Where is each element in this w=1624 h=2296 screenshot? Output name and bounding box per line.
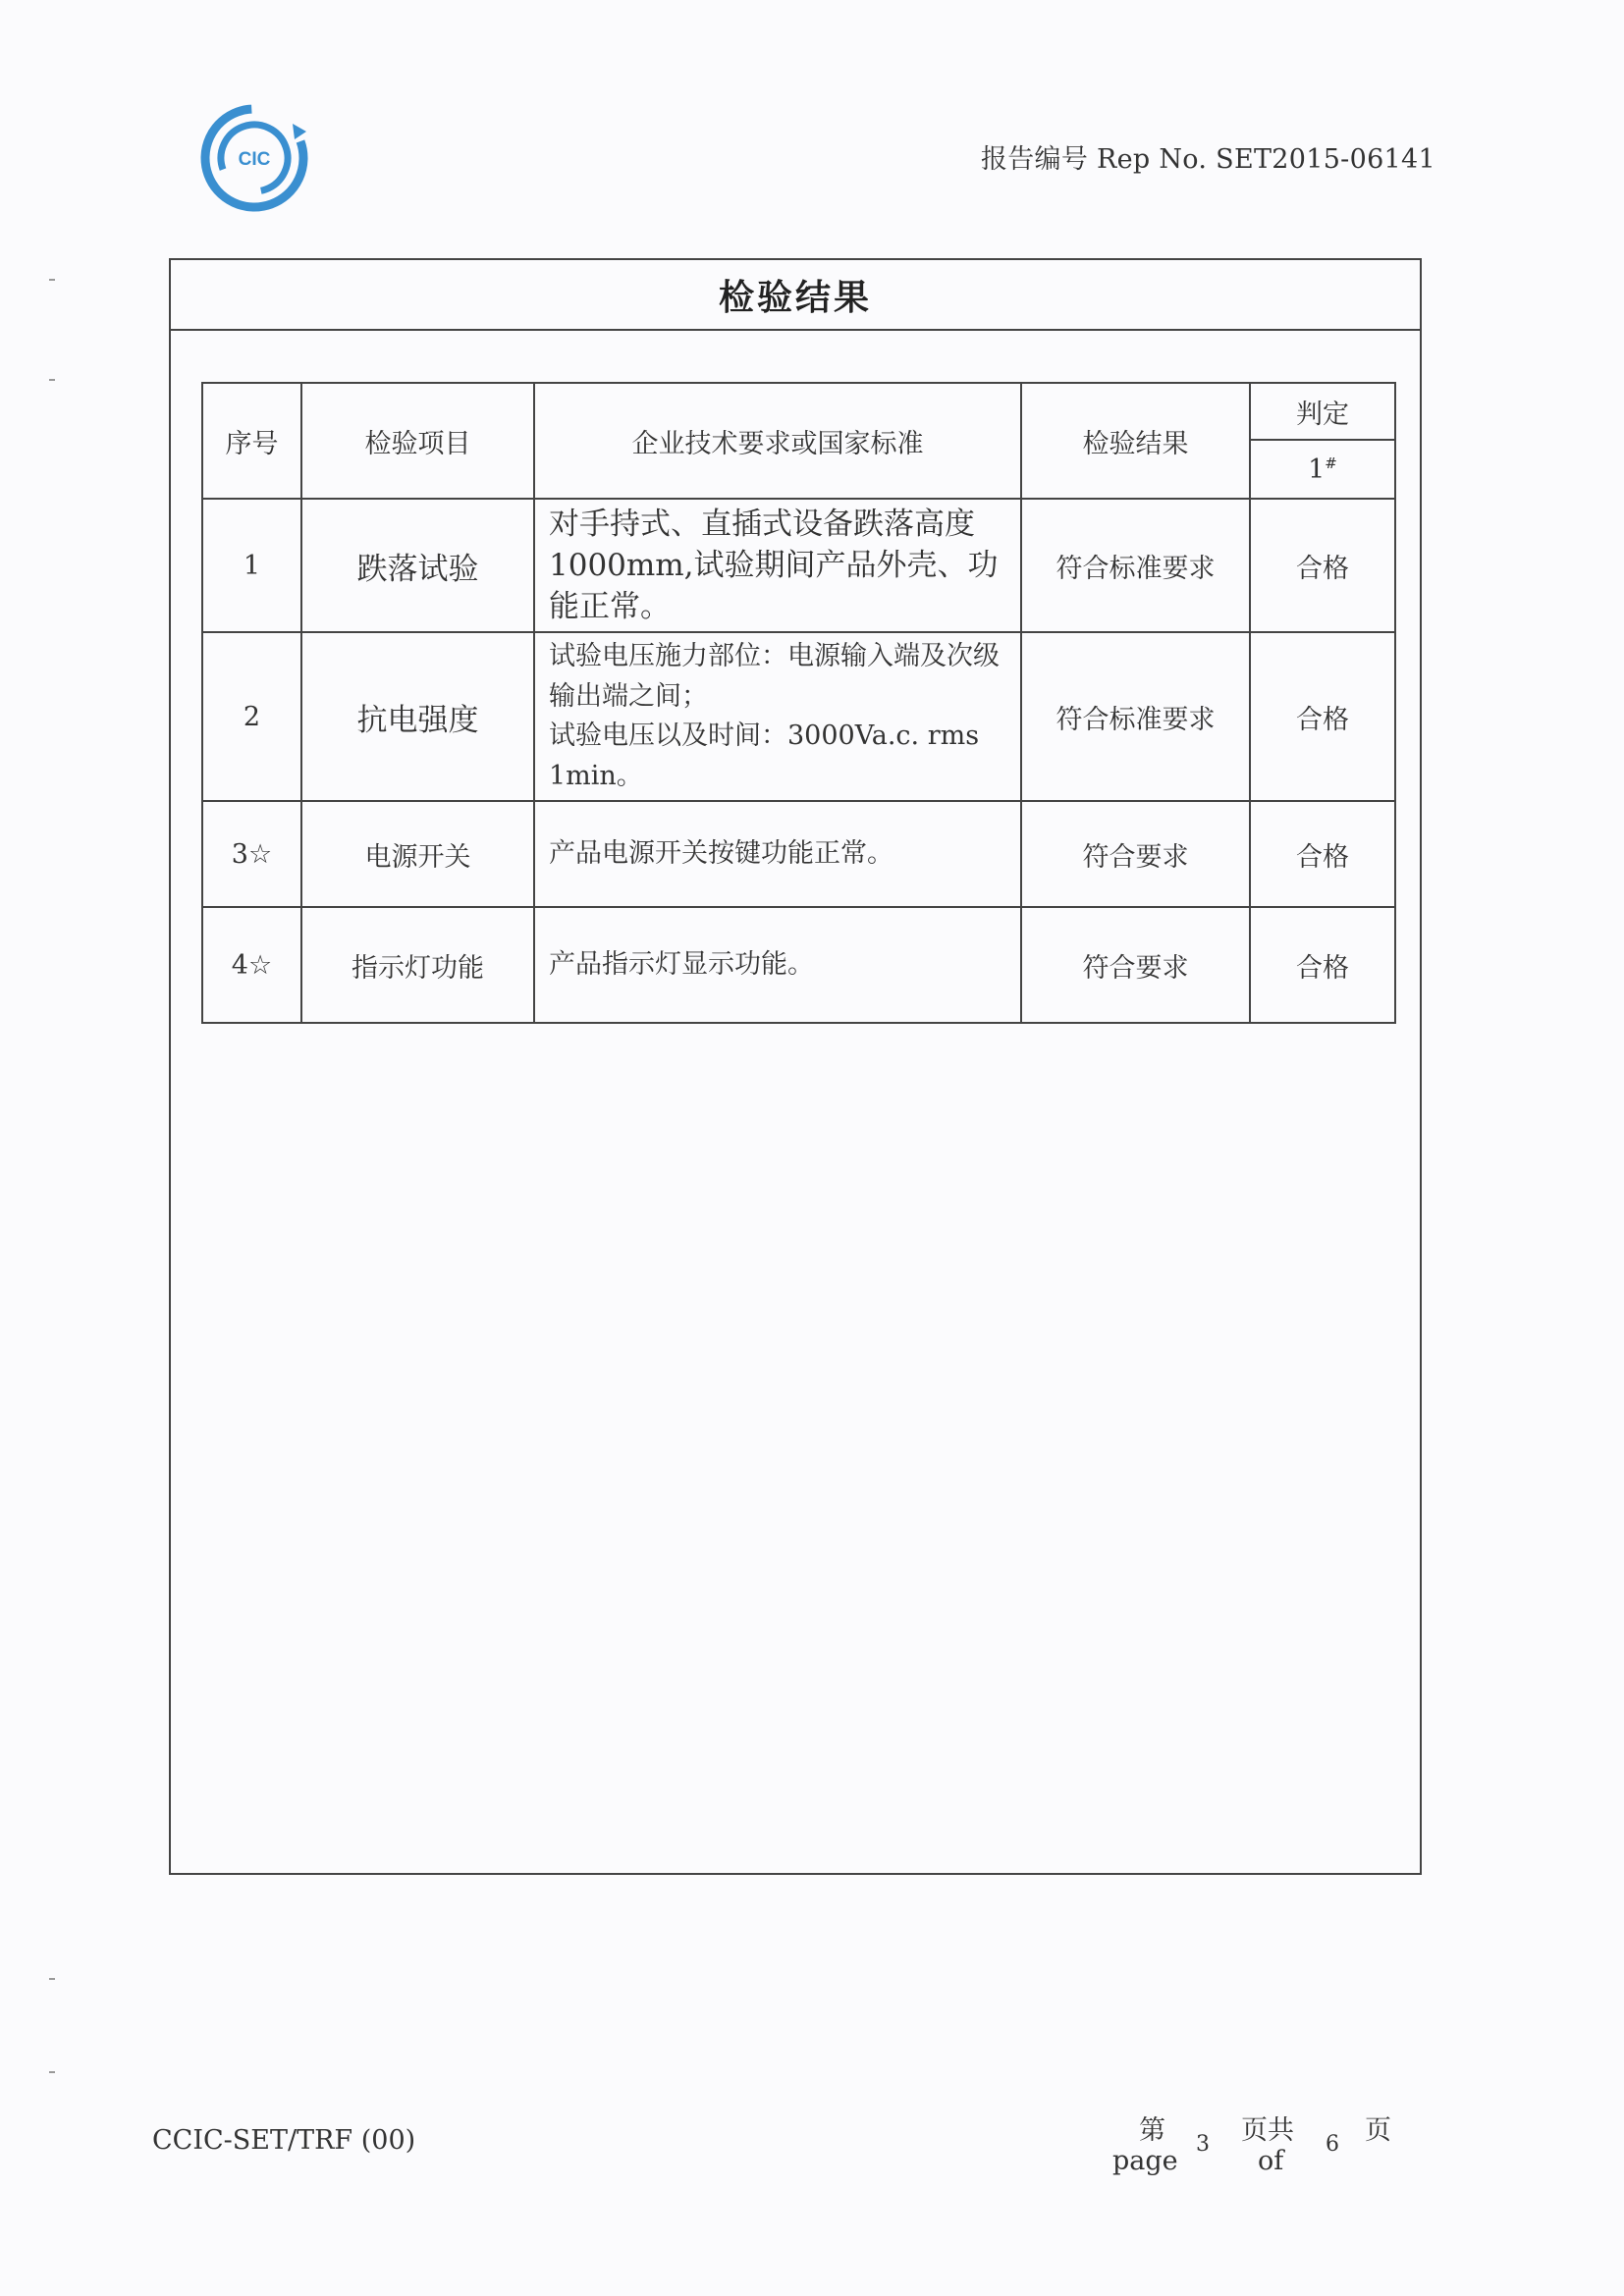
table-row xyxy=(202,907,1395,1023)
header-sample xyxy=(1250,440,1395,499)
header-result: 检验结果 xyxy=(1021,383,1250,499)
row-verdict: 合格 xyxy=(1250,499,1395,632)
row-result: 符合要求 xyxy=(1021,907,1250,1023)
table-row xyxy=(202,801,1395,907)
row-verdict: 合格 xyxy=(1250,907,1395,1023)
margin-mark xyxy=(49,379,55,381)
requirement-line: 试验电压以及时间：3000Va.c. rms 1min。 xyxy=(549,721,980,791)
header-verdict: 判定 xyxy=(1250,383,1395,440)
form-code: CCIC-SET/TRF (00) xyxy=(152,2125,416,2156)
row-verdict: 合格 xyxy=(1250,632,1395,801)
row-result: 符合要求 xyxy=(1021,801,1250,907)
row-item: 指示灯功能 xyxy=(301,907,534,1023)
row-item: 跌落试验 xyxy=(301,499,534,632)
row-seq: 3☆ xyxy=(202,801,301,907)
header-item: 检验项目 xyxy=(301,383,534,499)
report-number: 报告编号 Rep No. SET2015-06141 xyxy=(980,144,1435,175)
page-label-ye: 页 xyxy=(1365,2115,1391,2146)
margin-mark xyxy=(49,2071,55,2073)
table-row xyxy=(202,632,1395,801)
margin-mark xyxy=(49,279,55,281)
total-pages: 6 xyxy=(1326,2132,1339,2157)
row-requirement: 对手持式、直插式设备跌落高度1000mm,试验期间产品外壳、功能正常。 xyxy=(534,499,1021,632)
sample-mark: # xyxy=(1325,454,1337,472)
section-title: 检验结果 xyxy=(171,260,1420,331)
row-item: 抗电强度 xyxy=(301,632,534,801)
header-standard: 企业技术要求或国家标准 xyxy=(534,383,1021,499)
margin-mark xyxy=(49,1978,55,1980)
row-seq: 1 xyxy=(202,499,301,632)
row-requirement: 产品指示灯显示功能。 xyxy=(534,907,1021,1023)
results-table xyxy=(201,382,1396,1024)
ccic-logo xyxy=(198,102,310,214)
row-requirement xyxy=(534,632,1021,801)
logo-text: CIC xyxy=(238,149,271,170)
page-label-di: 第 xyxy=(1139,2115,1165,2146)
header-seq: 序号 xyxy=(202,383,301,499)
row-verdict: 合格 xyxy=(1250,801,1395,907)
row-requirement: 产品电源开关按键功能正常。 xyxy=(534,801,1021,907)
table-header-row xyxy=(202,383,1395,440)
row-seq: 4☆ xyxy=(202,907,301,1023)
requirement-line: 试验电压施力部位：电源输入端及次级输出端之间； xyxy=(549,641,1000,712)
page-label-page: page xyxy=(1112,2146,1178,2176)
page-label-yegong: 页共 xyxy=(1241,2115,1294,2146)
page-label-of: of xyxy=(1258,2146,1284,2176)
row-result: 符合标准要求 xyxy=(1021,499,1250,632)
current-page: 3 xyxy=(1196,2132,1210,2157)
row-seq: 2 xyxy=(202,632,301,801)
row-result: 符合标准要求 xyxy=(1021,632,1250,801)
table-row xyxy=(202,499,1395,632)
sample-number: 1 xyxy=(1308,454,1326,485)
row-item: 电源开关 xyxy=(301,801,534,907)
